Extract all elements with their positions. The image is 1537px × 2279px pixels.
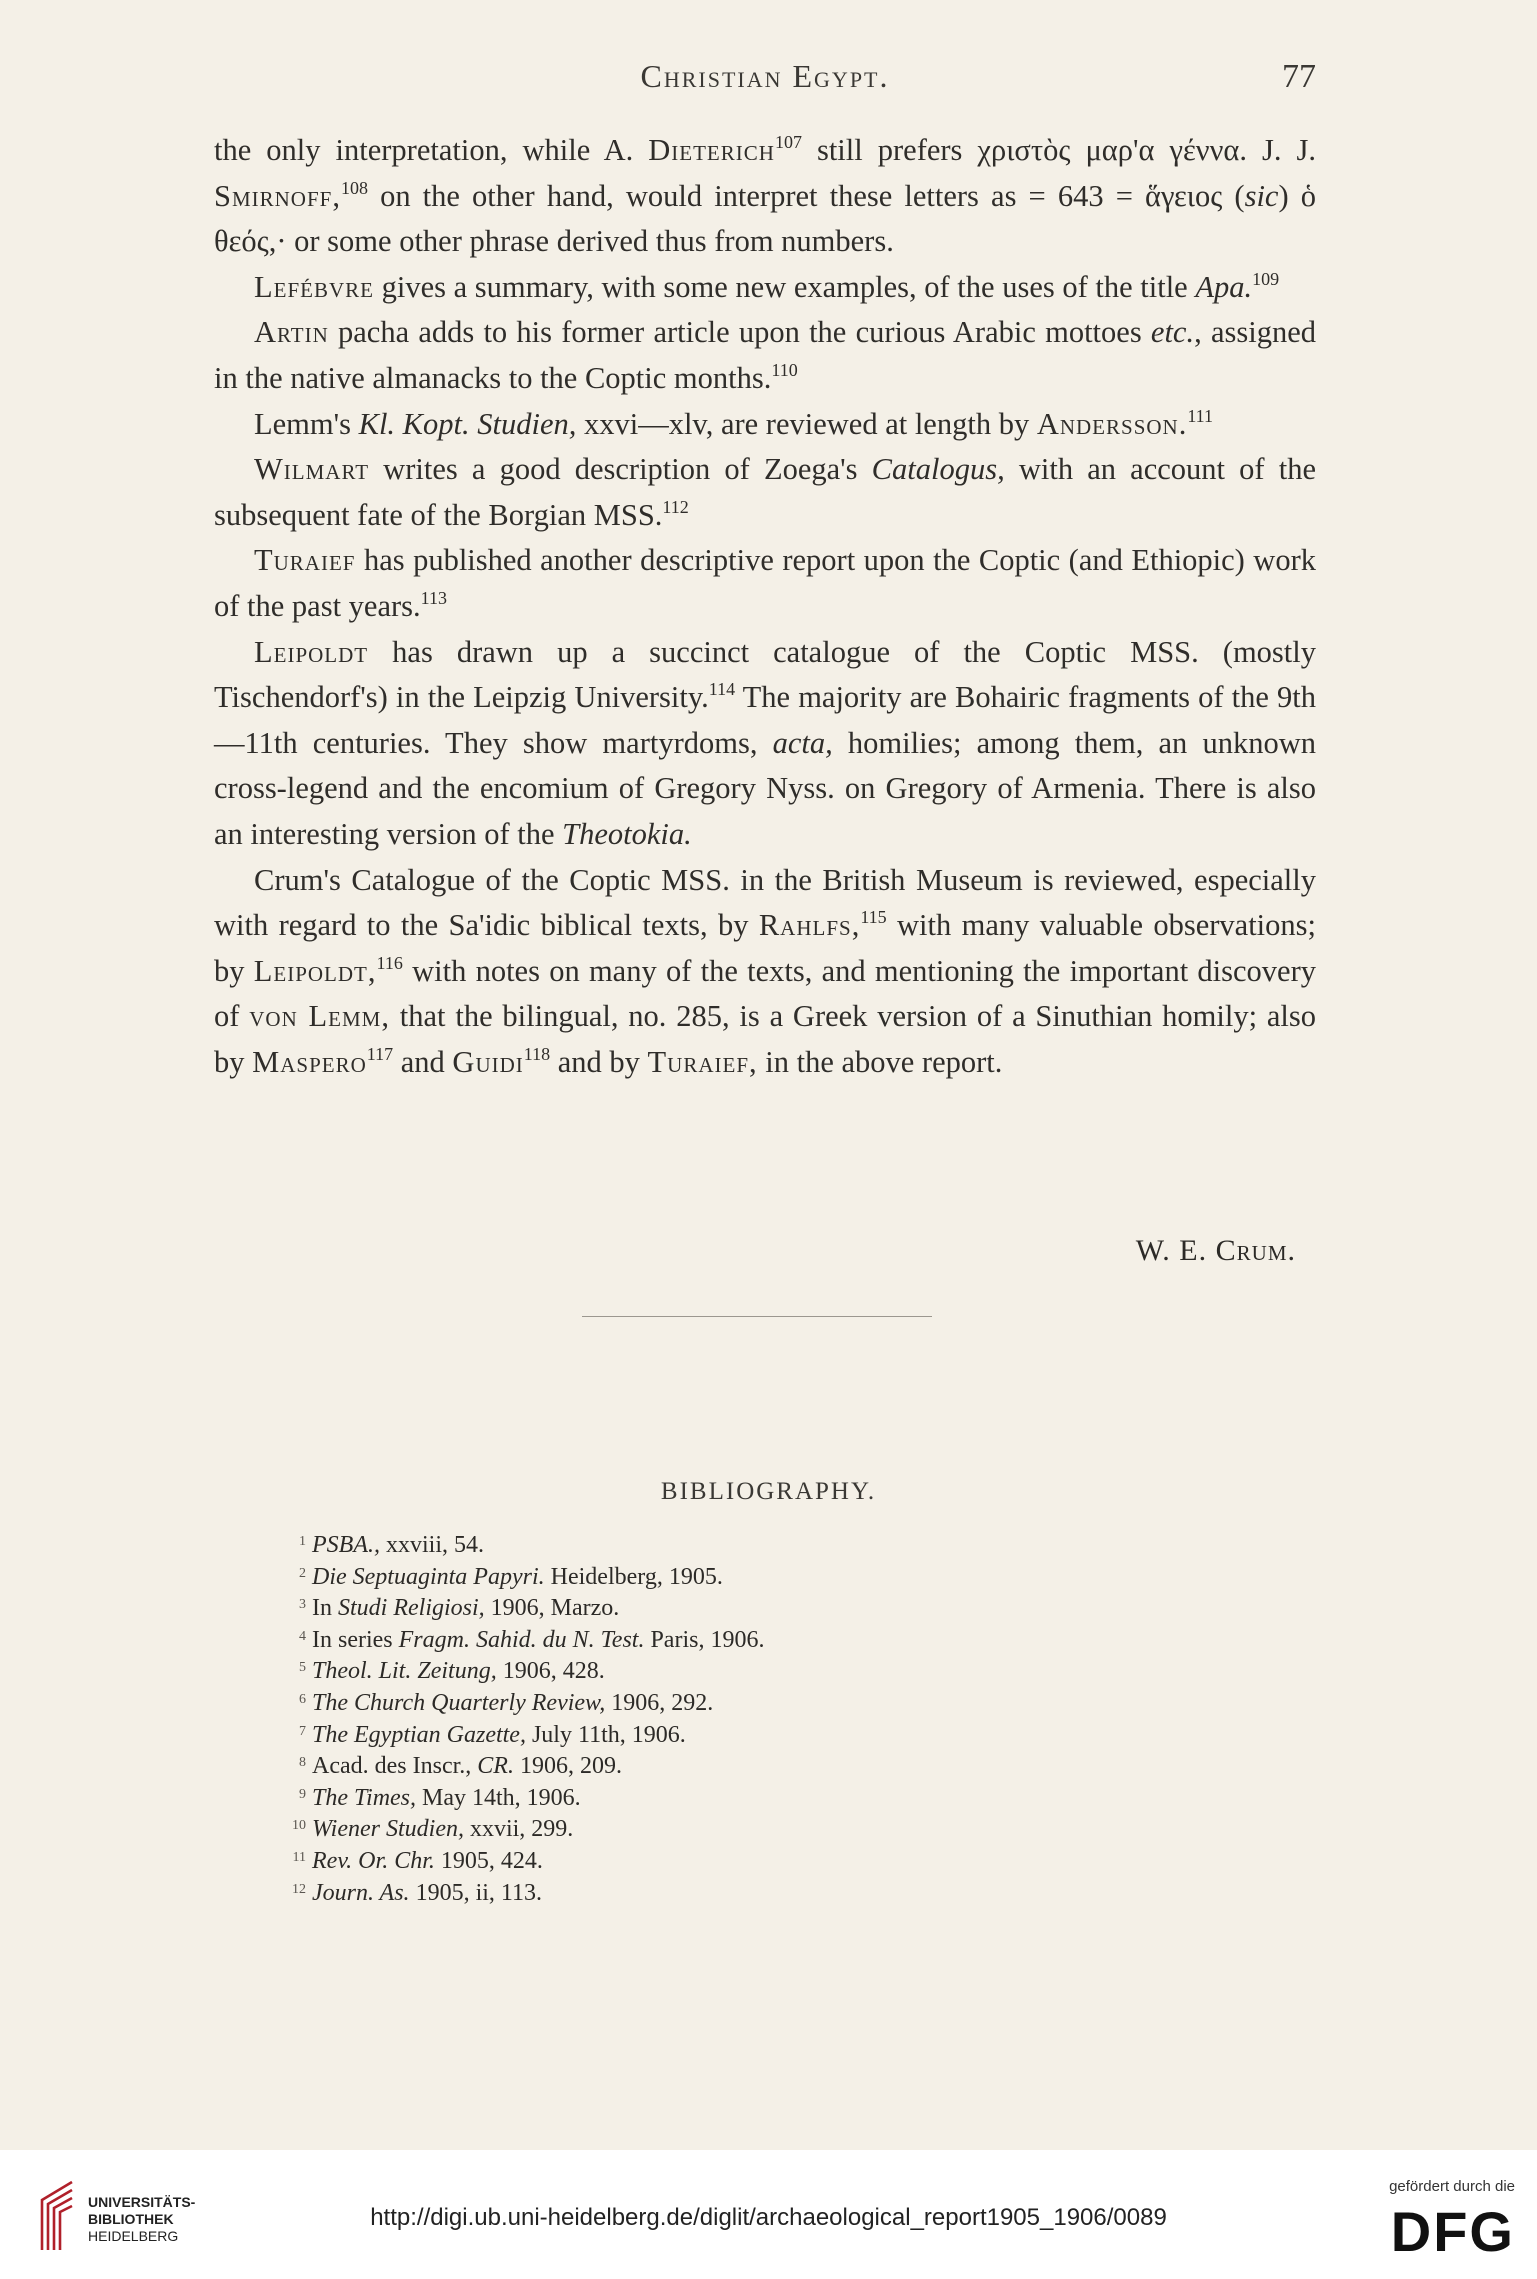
- footnote-ref: 111: [1187, 405, 1214, 426]
- author-name: Lefébvre: [254, 269, 374, 304]
- bibliography-item: 12 Journ. As. 1905, ii, 113.: [312, 1878, 1072, 1910]
- bibliography-item: 5 Theol. Lit. Zeitung, 1906, 428.: [312, 1656, 1072, 1688]
- footnote-ref: 107: [774, 132, 802, 152]
- footnote-ref: 118: [523, 1043, 551, 1064]
- bibliography-number: 12: [292, 1881, 306, 1897]
- author-name: Rahlfs,: [758, 908, 861, 943]
- bibliography-item: 4 In series Fragm. Sahid. du N. Test. Paris, 1906.: [312, 1625, 1072, 1657]
- dfg-logo: DFG: [1390, 2200, 1515, 2263]
- running-title: Christian Egypt.: [640, 58, 890, 94]
- footnote-ref: 108: [340, 177, 368, 198]
- bibliography-number: 3: [299, 1597, 306, 1613]
- bibliography-number: 1: [299, 1534, 306, 1549]
- page-header: [214, 58, 1316, 108]
- permalink-url[interactable]: http://digi.ub.uni-heidelberg.de/diglit/archaeological_report1905_1906/0089: [370, 2204, 1167, 2231]
- bibliography-number: 11: [292, 1849, 306, 1865]
- author-name: Wilmart: [254, 452, 370, 487]
- bibliography-number: 5: [299, 1660, 306, 1676]
- bibliography-item: 1 PSBA., xxviii, 54.: [312, 1530, 1072, 1562]
- footnote-ref: 113: [420, 587, 447, 608]
- paragraph-6: Turaief has published another descriptive report upon the Coptic (and Ethiopic) work of the past years.$^{113}$: [214, 543, 1316, 623]
- paragraph-8: Crum's Catalogue of the Coptic MSS. in the British Museum is reviewed, especially with regard to the Sa'idic biblical texts, by Rahlfs,$^{115}$ with many valuable observations; by Leipoldt,$^{116}$ with notes on many of the texts, and mentioning the important discovery of von Lemm, that the bilingual, no. 285, is a Greek version of a Sinuthian homily; also by Maspero$^{117}$ and Guidi$^{118}$ and by Turaief, in the above report.: [214, 862, 1317, 1079]
- footer-bar: [0, 2150, 1537, 2279]
- bibliography-number: 2: [299, 1565, 306, 1581]
- author-name: Turaief: [254, 543, 356, 578]
- author-name: Turaief,: [647, 1044, 758, 1079]
- bibliography-item: 3 In Studi Religiosi, 1906, Marzo.: [312, 1593, 1072, 1625]
- paragraph-5: Wilmart writes a good description of Zoega's Catalogus, with an account of the subsequent fate of the Borgian MSS.$^{112}$: [214, 452, 1316, 532]
- footnote-ref: 109: [1252, 268, 1280, 289]
- bibliography-number: 9: [299, 1786, 306, 1802]
- signature: W. E. Crum.: [1135, 1234, 1296, 1267]
- author-name: Dieterich: [648, 133, 775, 167]
- bibliography-number: 6: [299, 1691, 306, 1707]
- author-name: Guidi: [452, 1044, 524, 1079]
- footnote-ref: 115: [860, 907, 887, 928]
- bibliography-number: 8: [299, 1755, 306, 1771]
- body-text: [214, 128, 1316, 1085]
- funded-by-label: gefördert durch die: [1389, 2178, 1515, 2195]
- bibliography-item: 6 The Church Quarterly Review, 1906, 292.: [312, 1688, 1072, 1720]
- author-name: Leipoldt,: [253, 953, 377, 988]
- footnote-ref: 117: [366, 1043, 394, 1064]
- university-library-name: UNIVERSITÄTS- BIBLIOTHEK HEIDELBERG: [88, 2194, 196, 2244]
- page-number: 77: [1282, 58, 1316, 95]
- paragraph-4: Lemm's Kl. Kopt. Studien, xxvi—xlv, are reviewed at length by Andersson.$^{111}$: [254, 405, 1214, 441]
- section-divider: [582, 1316, 932, 1317]
- bibliography-number: 10: [292, 1818, 306, 1834]
- author-name: Artin: [254, 315, 329, 350]
- paragraph-7: Leipoldt has drawn up a succinct catalogue of the Coptic MSS. (mostly Tischendorf's) in the Leipzig University.$^{114}$ The majority are Bohairic fragments of the 9th—11th centuries. They show martyrdoms, acta, homilies; among them, an unknown cross-legend and the encomium of Gregory Nyss. on Gregory of Armenia. There is also an interesting version of the Theotokia.: [214, 634, 1317, 851]
- bibliography-heading: BIBLIOGRAPHY.: [660, 1478, 877, 1505]
- footnote-ref: 114: [708, 679, 736, 700]
- footnote-ref: 112: [662, 496, 689, 517]
- bibliography-number: 7: [299, 1723, 306, 1739]
- bibliography-item: 8 Acad. des Inscr., CR. 1906, 209.: [312, 1751, 1072, 1783]
- author-name: Leipoldt: [254, 634, 369, 669]
- bibliography-item: 2 Die Septuaginta Papyri. Heidelberg, 1905.: [312, 1562, 1072, 1594]
- author-name: Smirnoff,: [214, 178, 341, 213]
- bibliography-item: 10 Wiener Studien, xxvii, 299.: [312, 1814, 1072, 1846]
- bibliography-item: 7 The Egyptian Gazette, July 11th, 1906.: [312, 1720, 1072, 1752]
- bibliography-number: 4: [299, 1628, 306, 1644]
- paragraph-1: the only interpretation, while A. Dieterich$^{107}$ still prefers χριστὸς μαρ'α γέννα. J. J. Smirnoff,$^{108}$ on the other hand, would interpret these letters as = 643 = ἅγειος (sic) ὁ θεός,· or some other phrase derived thus from numbers.: [214, 132, 1316, 259]
- author-name: von Lemm,: [249, 999, 390, 1034]
- footnote-ref: 110: [771, 359, 798, 380]
- paragraph-3: Artin pacha adds to his former article upon the curious Arabic mottoes etc., assigned in the native almanacks to the Coptic months.$^{110}$: [214, 315, 1316, 395]
- bibliography-item: 11 Rev. Or. Chr. 1905, 424.: [312, 1846, 1072, 1878]
- author-name: Maspero: [252, 1044, 367, 1079]
- footnote-ref: 116: [376, 952, 403, 973]
- bibliography-item: 9 The Times, May 14th, 1906.: [312, 1783, 1072, 1815]
- author-name: Andersson.: [1036, 406, 1188, 441]
- bibliography-list: [292, 1530, 1072, 1909]
- paragraph-2: Lefébvre gives a summary, with some new examples, of the uses of the title Apa.$^{109}$: [254, 268, 1280, 304]
